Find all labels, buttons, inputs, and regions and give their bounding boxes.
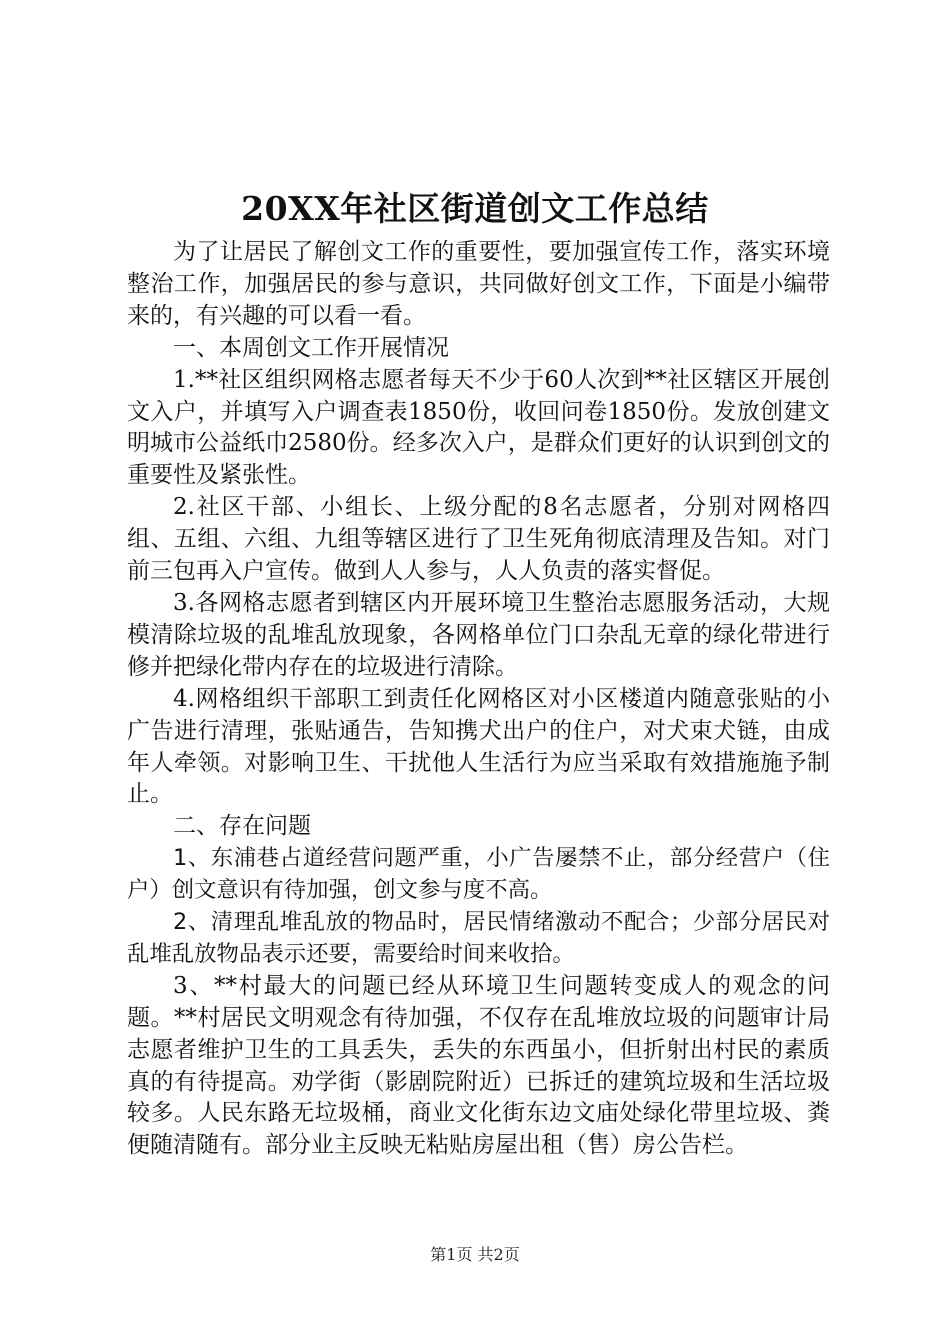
section-heading-problems: 二、存在问题 <box>173 813 311 840</box>
page-number-footer: 第1页 共2页 <box>430 1245 520 1264</box>
problem-item-3: 3、**村最大的问题已经从环境卫生问题转变成人的观念的问题。**村居民文明观念有待加强，不仅存在乱堆放垃圾的问题审计局志愿者维护卫生的工具丢失，丢失的东西虽小，但折射出村民的素质真的有待提高。劝学街（影剧院附近）已拆迁的建筑垃圾和生活垃圾较多。人民东路无垃圾桶，商业文化街东边文庙处绿化带里垃圾、粪便随清随有。部分业主反映无粘贴房屋出租（售）房公告栏。 <box>127 972 830 1159</box>
work-item-3: 3.各网格志愿者到辖区内开展环境卫生整治志愿服务活动，大规模清除垃圾的乱堆乱放现象，各网格单位门口杂乱无章的绿化带进行修并把绿化带内存在的垃圾进行清除。 <box>127 589 830 680</box>
section-heading-work-progress: 一、本周创文工作开展情况 <box>173 334 449 361</box>
document-body <box>127 237 830 1162</box>
problem-item-2: 2、清理乱堆乱放的物品时，居民情绪激动不配合；少部分居民对乱堆乱放物品表示还要，需要给时间来收拾。 <box>127 909 830 967</box>
intro-paragraph: 为了让居民了解创文工作的重要性，要加强宣传工作，落实环境整治工作，加强居民的参与意识，共同做好创文工作，下面是小编带来的，有兴趣的可以看一看。 <box>127 239 830 329</box>
problem-item-1: 1、东浦巷占道经营问题严重，小广告屡禁不止，部分经营户（住户）创文意识有待加强，创文参与度不高。 <box>127 845 830 904</box>
work-item-4: 4.网格组织干部职工到责任化网格区对小区楼道内随意张贴的小广告进行清理，张贴通告，告知携犬出户的住户，对犬束犬链，由成年人牵领。对影响卫生、干扰他人生活行为应当采取有效措施施予制止。 <box>127 685 830 808</box>
work-item-2: 2.社区干部、小组长、上级分配的8名志愿者，分别对网格四组、五组、六组、九组等辖区进行了卫生死角彻底清理及告知。对门前三包再入户宣传。做到人人参与，人人负责的落实督促。 <box>127 494 830 585</box>
document-title: 20XX年社区街道创文工作总结 <box>241 189 709 228</box>
work-item-1: 1.**社区组织网格志愿者每天不少于60人次到**社区辖区开展创文入户，并填写入户调查表1850份，收回问卷1850份。发放创建文明城市公益纸巾2580份。经多次入户，是群众们更好的认识到创文的重要性及紧张性。 <box>127 366 830 489</box>
